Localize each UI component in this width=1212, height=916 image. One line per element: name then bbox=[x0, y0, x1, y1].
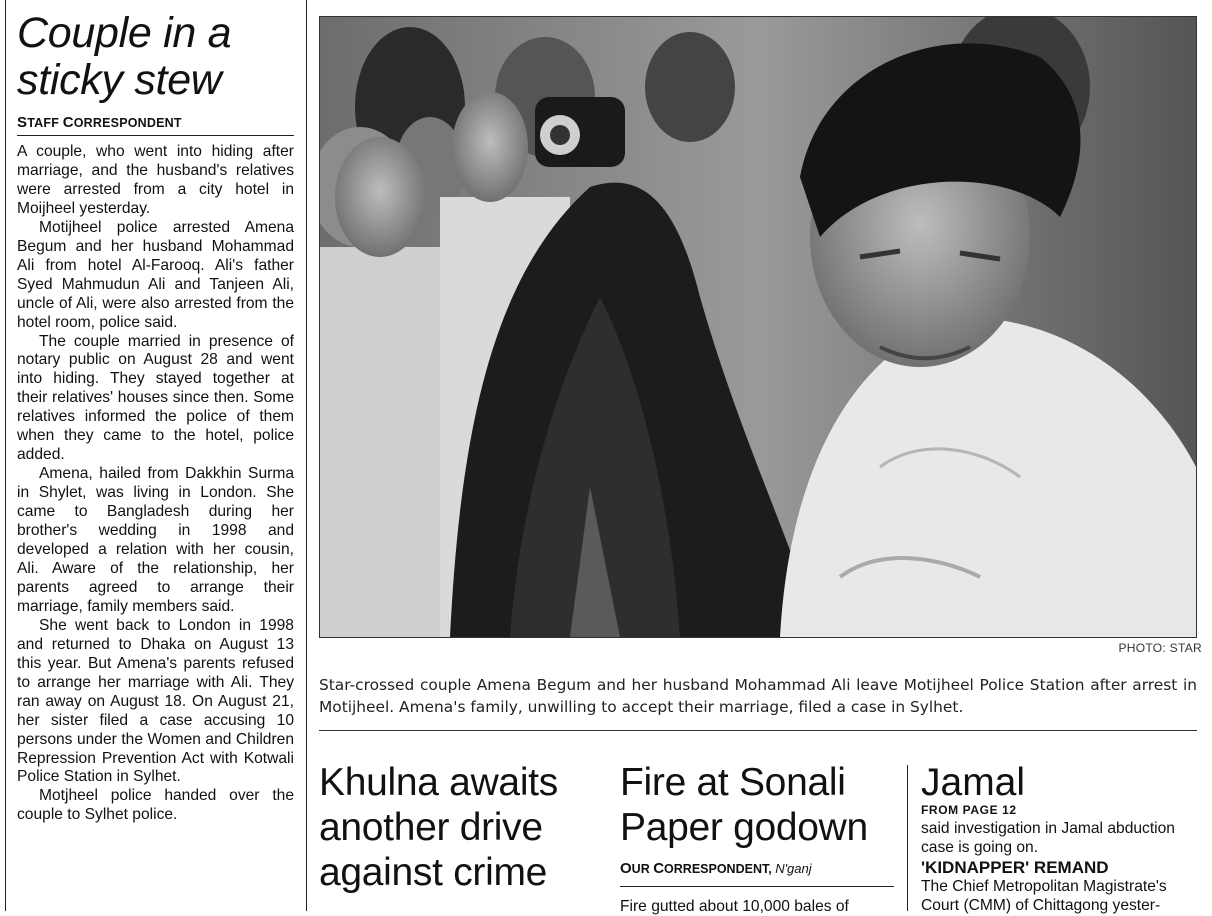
jamal-headline: Jamal bbox=[921, 761, 1026, 804]
column-rule-left bbox=[5, 0, 6, 911]
story-headline bbox=[17, 10, 294, 104]
fire-headline: Fire at Sonali Paper godown bbox=[620, 761, 868, 849]
paragraph: Motjheel police handed over the couple to Sylhet police. bbox=[17, 787, 294, 824]
paragraph: Amena, hailed from Dakkhin Surma in Shylet, was living in London. She came to Bangladesh during her brother's wedding in 1998 and developed a relation with her cousin, Ali. Aware of the relationship, her parents agreed to arrange their marriage, family members said. bbox=[17, 465, 294, 615]
fire-byline: OUR CORRESPONDENT, N'ganj bbox=[620, 860, 812, 877]
column-rule-jamal bbox=[907, 765, 908, 911]
story-body bbox=[17, 143, 294, 825]
headline-line-2: sticky stew bbox=[17, 56, 222, 104]
jamal-paragraph: said investigation in Jamal abduction case is going on. bbox=[921, 820, 1175, 856]
caption-divider bbox=[319, 730, 1197, 731]
left-story bbox=[17, 10, 294, 825]
jamal-subhead: 'KIDNAPPER' REMAND bbox=[921, 858, 1109, 877]
paragraph: She went back to London in 1998 and returned to Dhaka on August 13 this year. But Amena's parents refused to arrange her marriage with Ali. They ran away on August 18. On August 21, her sister filed a case accusing 10 persons under the Women and Children Repression Prevention Act with Kotwali Police Station in Sylhet. bbox=[17, 616, 294, 786]
khulna-headline: Khulna awaits another drive against crime bbox=[319, 761, 558, 894]
headline-line-1: Couple in a bbox=[17, 9, 232, 57]
photo-caption: Star-crossed couple Amena Begum and her husband Mohammad Ali leave Motijheel Police Station after arrest in Motijheel. Amena's family, unwilling to accept their marriage, filed a case in Sylhet. bbox=[319, 676, 1197, 716]
column-rule-divider bbox=[306, 0, 307, 911]
paragraph: The couple married in presence of notary public on August 28 and went into hiding. They stayed together at their relatives' houses since then. Some relatives informed the police of them when they came to the hotel, police added. bbox=[17, 332, 294, 464]
news-photo bbox=[319, 16, 1197, 638]
fire-story-body: Fire gutted about 10,000 bales of bbox=[620, 898, 849, 915]
paragraph: Motijheel police arrested Amena Begum and her husband Mohammad Ali from hotel Al-Farooq. Ali's father Syed Mahmudun Ali and Tanjeen Ali, uncle of Ali, were also arrested from the hotel room, police said. bbox=[17, 218, 294, 331]
fire-byline-divider bbox=[620, 886, 894, 887]
photo-illustration bbox=[320, 17, 1196, 637]
byline: STAFF CORRESPONDENT bbox=[17, 114, 182, 131]
photo-credit: PHOTO: STAR bbox=[1118, 641, 1202, 655]
jamal-paragraph: The Chief Metropolitan Magistrate's Court (CMM) of Chittagong yester- bbox=[921, 878, 1167, 914]
paragraph: A couple, who went into hiding after marriage, and the husband's relatives were arrested from a city hotel in Moijheel yesterday. bbox=[17, 143, 294, 217]
byline-divider bbox=[17, 135, 294, 136]
jamal-jump-label: FROM PAGE 12 bbox=[921, 803, 1017, 817]
